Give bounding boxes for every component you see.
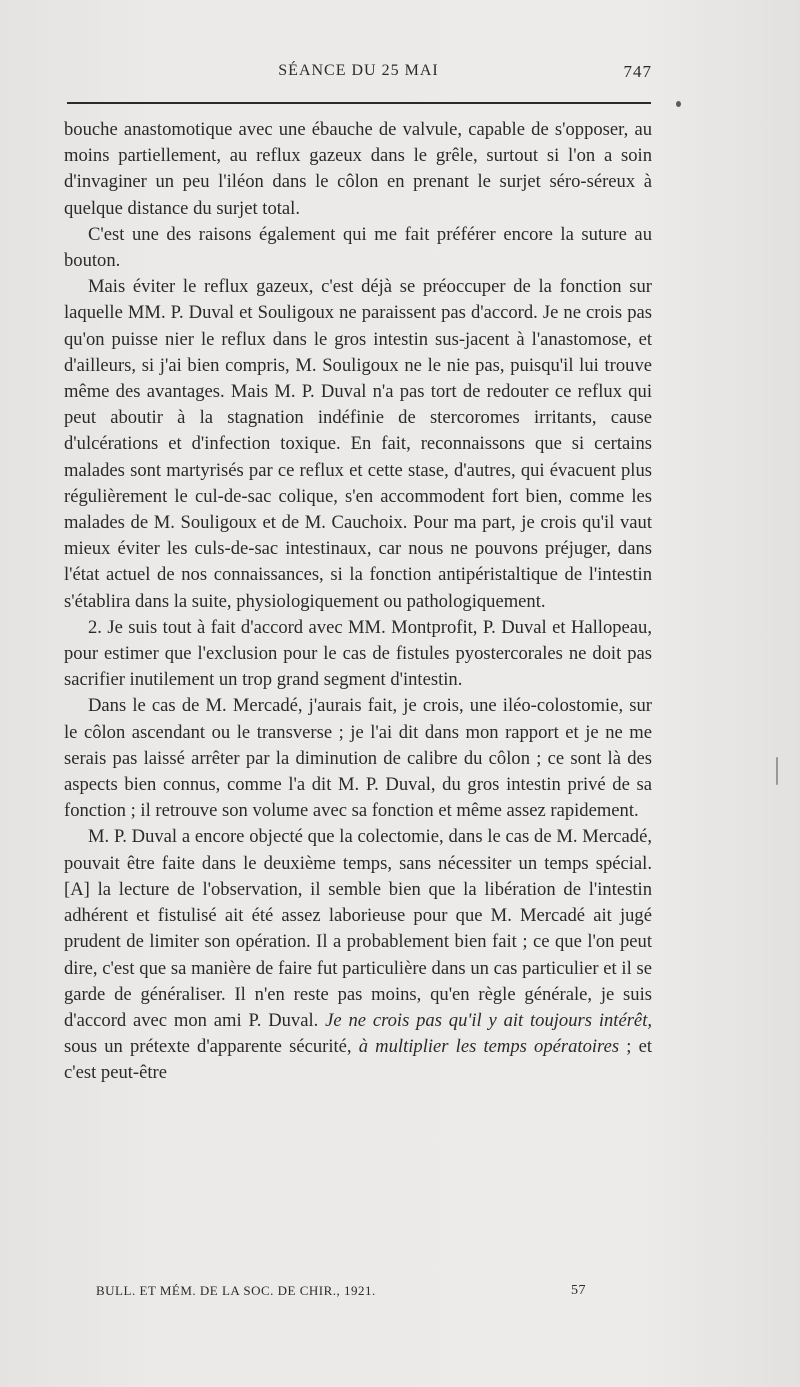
paragraph: C'est une des raisons également qui me fait préférer encore la suture au bouton. <box>64 223 652 272</box>
running-header <box>65 62 652 86</box>
paragraph-text: ; et c'est peut-être <box>64 1036 652 1084</box>
body-text <box>64 117 652 1087</box>
paragraph-text: sous un prétexte d'apparente sécurité, <box>64 1036 359 1058</box>
italic-phrase: Je ne crois pas qu'il y ait toujours intérêt, <box>325 1009 653 1031</box>
signature-mark: 57 <box>571 1283 586 1298</box>
paragraph: 2. Je suis tout à fait d'accord avec MM. Montprofit, P. Duval et Hallopeau, pour estimer que l'exclusion pour le cas de fistules pyostercorales ne doit pas sacrifier inutilement un trop grand segment d'intestin. <box>64 616 652 691</box>
header-rule <box>67 102 651 104</box>
paragraph-continuation: bouche anastomotique avec une ébauche de valvule, capable de s'opposer, au moins partiellement, au reflux gazeux dans le grêle, surtout si l'on a soin d'invaginer un peu l'iléon dans le côlon en prenant le surjet séro-séreux à quelque distance du surjet total. <box>64 119 652 219</box>
journal-citation: BULL. ET MÉM. DE LA SOC. DE CHIR., 1921. <box>96 1283 376 1298</box>
italic-phrase: à multiplier les temps opératoires <box>358 1036 620 1058</box>
print-speck <box>676 101 681 107</box>
header-title: SÉANCE DU 25 MAI <box>278 62 439 79</box>
margin-mark <box>776 757 778 785</box>
footer <box>96 1283 586 1303</box>
paragraph: Mais éviter le reflux gazeux, c'est déjà se préoccuper de la fonction sur laquelle MM. P. Duval et Souligoux ne paraissent pas d'accord. Je ne crois pas qu'on puisse nier le reflux dans le gros intestin sus-jacent à l'anastomose, et d'ailleurs, si j'ai bien compris, M. Souligoux ne le nie pas, puisqu'il lui trouve même des avantages. Mais M. P. Duval n'a pas tort de redouter ce reflux qui peut aboutir à la stagnation indéfinie de stercoromes irritants, cause d'ulcérations et d'infection toxique. En fait, reconnaissons que si certains malades sont martyrisés par ce reflux et cette stase, d'autres, qui évacuent plus régulièrement le cul-de-sac colique, s'en accommodent fort bien, comme les malades de M. Souligoux et de M. Cauchoix. Pour ma part, je crois qu'il vaut mieux éviter les culs-de-sac intestinaux, car nous ne pouvons préjuger, dans l'état actuel de nos connaissances, si la fonction antipéristaltique de l'intestin s'établira dans la suite, physiologiquement ou pathologiquement. <box>64 276 652 612</box>
paragraph-last <box>64 824 652 1086</box>
page-number: 747 <box>623 62 652 81</box>
paragraph: Dans le cas de M. Mercadé, j'aurais fait, je crois, une iléo-colostomie, sur le côlon ascendant ou le transverse ; je l'ai dit dans mon rapport et je ne me serais pas laissé arrêter par la diminution de calibre du côlon ; ce sont là des aspects bien connus, comme l'a dit M. P. Duval, du gros intestin privé de sa fonction ; il retrouve son volume avec sa fonction et même assez rapidement. <box>64 695 652 822</box>
paragraph-text: M. P. Duval a encore objecté que la colectomie, dans le cas de M. Mercadé, pouvait être faite dans le deuxième temps, sans nécessiter un temps spécial. [A] la lecture de l'observation, il semble bien que la libération de l'intestin adhérent et fistulisé ait été assez laborieuse pour que M. Mercadé ait jugé prudent de limiter son opération. Il a probablement bien fait ; ce que l'on peut dire, c'est que sa manière de faire fut particulière dans un cas particulier et il se garde de généraliser. Il n'en reste pas moins, qu'en règle générale, je suis d'accord avec mon ami P. Duval. <box>64 826 652 1031</box>
